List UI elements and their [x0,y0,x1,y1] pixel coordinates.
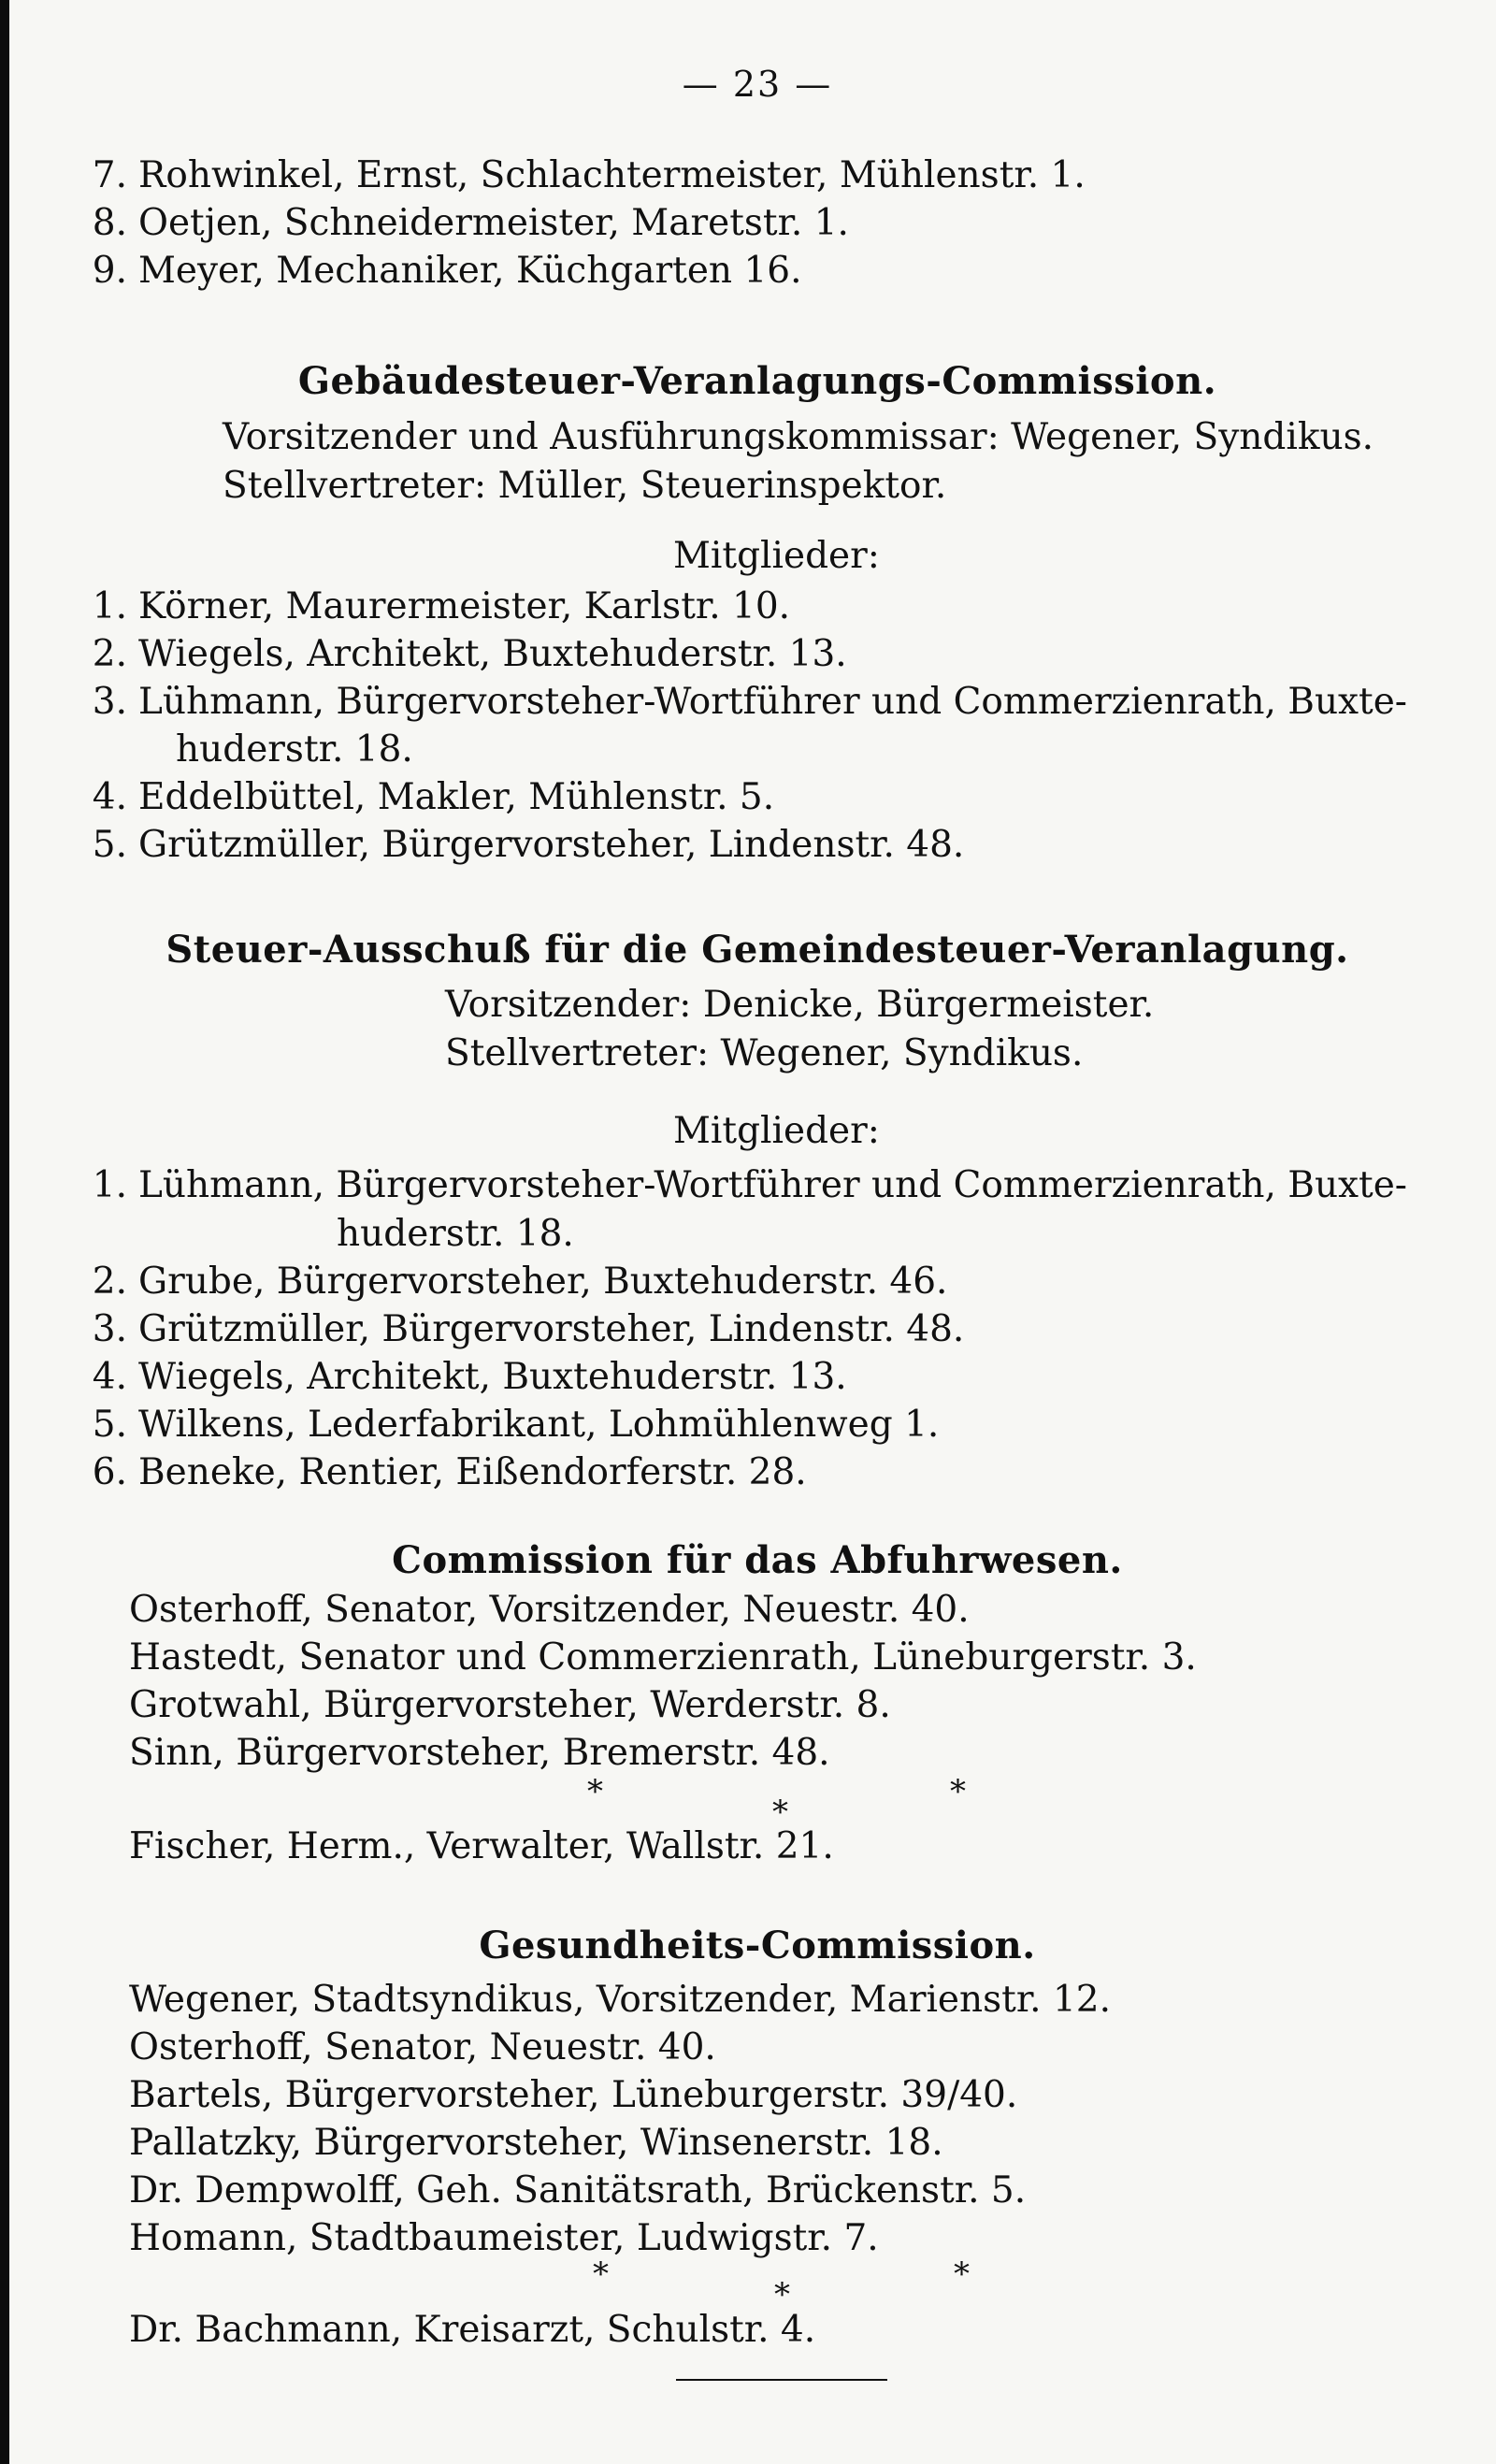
item-number: 4. [92,1356,127,1398]
member-line: Grotwahl, Bürgervorsteher, Werderstr. 8. [129,1684,891,1726]
member-line: Sinn, Bürgervorsteher, Bremerstr. 48. [129,1732,830,1774]
deputy-line: Stellvertreter: Wegener, Syndikus. [445,1032,1084,1074]
list-item-continuation: huderstr. 18. [337,1213,574,1255]
asterisk-separator: * [774,2276,790,2313]
list-item [80,776,775,818]
chair-line: Vorsitzender: Denicke, Bürgermeister. [445,984,1155,1026]
chair-line: Vorsitzender und Ausführungskommissar: Wegener, Syndikus. [223,416,1374,458]
item-number: 4. [92,776,127,818]
asterisk-separator: * [954,2255,970,2293]
list-item [80,824,965,866]
item-number: 6. [92,1451,127,1493]
member-line: Dr. Dempwolff, Geh. Sanitätsrath, Brückenstr. 5. [129,2169,1027,2212]
section-heading: Gebäudesteuer-Veranlagungs-Commission. [297,359,1217,403]
list-item [80,202,849,244]
item-text: Wiegels, Architekt, Buxtehuderstr. 13. [138,633,847,675]
item-text: Lühmann, Bürgervorsteher-Wortführer und Commerzienrath, Buxte- [138,1164,1407,1206]
asterisk-separator: * [772,1794,788,1831]
list-item [80,1451,807,1493]
member-line: Fischer, Herm., Verwalter, Wallstr. 21. [129,1825,834,1867]
item-text: Beneke, Rentier, Eißendorferstr. 28. [138,1451,807,1493]
page-number: — 23 — [682,64,833,105]
end-rule [676,2379,887,2381]
item-number: 7. [92,154,127,196]
item-number: 9. [92,250,127,292]
members-label: Mitglieder: [673,535,880,577]
section-heading: Commission für das Abfuhrwesen. [392,1538,1123,1582]
list-item [80,1164,1407,1206]
item-number: 5. [92,1404,127,1446]
list-item [80,1356,847,1398]
member-line: Wegener, Stadtsyndikus, Vorsitzender, Marienstr. 12. [129,1979,1111,2021]
list-item [80,681,1407,723]
member-line: Dr. Bachmann, Kreisarzt, Schulstr. 4. [129,2309,816,2351]
asterisk-separator: * [950,1773,966,1810]
section-heading: Gesundheits-Commission. [479,1924,1036,1967]
item-text: Grützmüller, Bürgervorsteher, Lindenstr. 48. [138,1308,965,1350]
member-line: Bartels, Bürgervorsteher, Lüneburgerstr. 39/40. [129,2074,1018,2116]
member-line: Osterhoff, Senator, Vorsitzender, Neuestr. 40. [129,1589,970,1631]
item-text: Grützmüller, Bürgervorsteher, Lindenstr. 48. [138,824,965,866]
item-text: Lühmann, Bürgervorsteher-Wortführer und Commerzienrath, Buxte- [138,681,1407,723]
list-item [80,1404,940,1446]
item-number: 5. [92,824,127,866]
list-item [80,1261,948,1303]
member-line: Homann, Stadtbaumeister, Ludwigstr. 7. [129,2217,879,2259]
item-text: Oetjen, Schneidermeister, Maretstr. 1. [138,202,849,244]
item-number: 1. [92,1164,127,1206]
item-text: Wilkens, Lederfabrikant, Lohmühlenweg 1. [138,1404,940,1446]
item-number: 2. [92,633,127,675]
member-line: Pallatzky, Bürgervorsteher, Winsenerstr. 18. [129,2122,943,2164]
item-text: Wiegels, Architekt, Buxtehuderstr. 13. [138,1356,847,1398]
asterisk-separator: * [593,2255,609,2293]
item-text: Grube, Bürgervorsteher, Buxtehuderstr. 46. [138,1261,948,1303]
list-item [80,250,802,292]
member-line: Hastedt, Senator und Commerzienrath, Lüneburgerstr. 3. [129,1636,1197,1679]
item-number: 1. [92,585,127,627]
list-item [80,585,791,627]
members-label: Mitglieder: [673,1110,880,1152]
item-number: 3. [92,681,127,723]
item-number: 8. [92,202,127,244]
list-item [80,154,1086,196]
asterisk-separator: * [587,1773,603,1810]
item-text: Rohwinkel, Ernst, Schlachtermeister, Mühlenstr. 1. [138,154,1086,196]
list-item [80,633,847,675]
item-number: 2. [92,1261,127,1303]
item-text: Körner, Maurermeister, Karlstr. 10. [138,585,791,627]
item-text: Meyer, Mechaniker, Küchgarten 16. [138,250,802,292]
deputy-line: Stellvertreter: Müller, Steuerinspektor. [223,465,947,507]
item-text: Eddelbüttel, Makler, Mühlenstr. 5. [138,776,775,818]
list-item [80,1308,965,1350]
section-heading: Steuer-Ausschuß für die Gemeindesteuer-Veranlagung. [165,928,1349,972]
member-line: Osterhoff, Senator, Neuestr. 40. [129,2026,716,2068]
item-number: 3. [92,1308,127,1350]
list-item-continuation: huderstr. 18. [176,728,413,771]
